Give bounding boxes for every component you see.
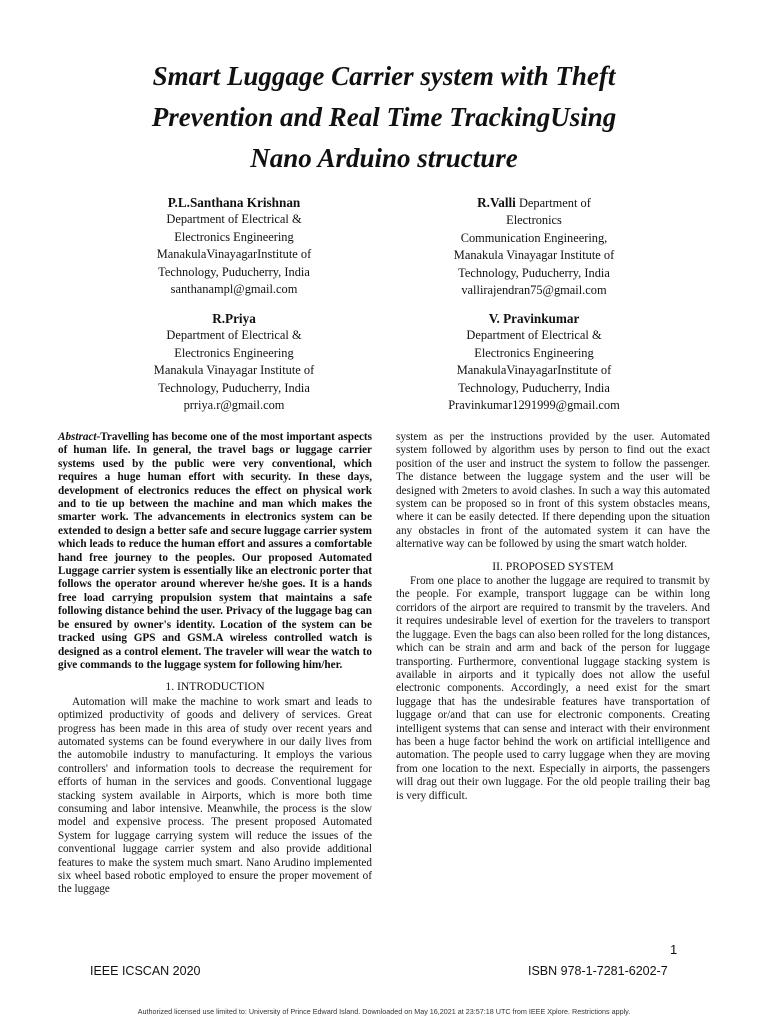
left-column: [58, 431, 372, 897]
abstract-text: Travelling has become one of the most important aspects of human life. In general, the travel bags or luggage carrier systems used by the public were very conventional, which requires a huge human effort with security. In these days, development of electronics reduces the effect on physical work and to tie up between the machine and man which makes the smarter work. The advancements in electronics system can be extended to design a better safe and secure luggage carrier system which leads to reduce the human effort and assures a comfortable hand free journey to the peoples. Our proposed Automated Luggage carrier system is essentially like an electronic porter that follows the operator around wherever he/she goes. It is a hands free load carrying propulsion system that maintains a safe following distance behind the user. Privacy of the luggage bag can be ensured by owner's identity. Location of the system can be tracked using GPS and GSM.A wireless controlled watch is designed as a control element. The traveler will wear the watch to give commands to the luggage system for following him/her.: [58, 431, 372, 671]
author-line: ManakulaVinayagarInstitute of: [456, 363, 612, 378]
author-email: vallirajendran75@gmail.com: [461, 283, 607, 298]
author-email: Pravinkumar1291999@gmail.com: [448, 398, 620, 413]
introduction-text: Automation will make the machine to work smart and leads to optimized productivity of goods and delivery of services. Great progress has been made in this area of study over recent years and automated systems can be found everywhere in our daily lives from the automobile industry to manufacturing. It employs the various controllers' and information tools to decrease the requirement for efforts of human in the services and goods. Conventional luggage stacking system available in Airports, which is more both time consuming and labor intensive. Meanwhile, the process is the slow model and expensive process. The present proposed Automated System for luggage carrying system will reduce the issues of the conventional luggage carrier system and also provide additional features to make the system much smart. Nano Arudino implemented six wheel based robotic employed to ensure the proper movement of the luggage: [58, 695, 372, 896]
author-block-3: [104, 310, 364, 414]
author-line: Electronics Engineering: [174, 345, 294, 360]
author-email: santhanampl@gmail.com: [170, 282, 298, 297]
author-line: Department of Electrical &: [166, 212, 302, 227]
author-line: Manakula Vinayagar Institute of: [453, 248, 615, 263]
author-name: R.Valli: [477, 195, 516, 210]
author-line: Technology, Puducherry, India: [458, 380, 610, 395]
author-line: Technology, Puducherry, India: [158, 380, 310, 395]
author-line: Technology, Puducherry, India: [158, 264, 310, 279]
page-number: 1: [670, 942, 678, 957]
author-name: P.L.Santhana Krishnan: [167, 195, 301, 210]
author-line: ManakulaVinayagarInstitute of: [156, 247, 312, 262]
title-line-3: Nano Arduino structure: [250, 143, 518, 173]
author-name: V. Pravinkumar: [488, 311, 580, 326]
author-name: R.Priya: [212, 311, 256, 326]
proposed-system-heading: II. PROPOSED SYSTEM: [492, 559, 614, 573]
introduction-heading: 1. INTRODUCTION: [165, 680, 265, 694]
abstract: [58, 431, 372, 672]
author-block-2: [404, 194, 664, 299]
author-line: Department of Electrical &: [466, 328, 602, 343]
right-column: [396, 431, 710, 803]
author-name-suffix: Department of: [515, 196, 591, 210]
title-line-1: Smart Luggage Carrier system with Theft: [152, 61, 616, 91]
proposed-system-text: From one place to another the luggage are required to transmit by the people. For example, transport luggage can be within long corridors of the airport are required to transmit by the travelers. And it requires undesirable level of exertion for the travelers to transport the luggage. Even the bags can also been rolled for the long distances, which can be strain and arm and back of the person for luggage transporting. Furthermore, conventional luggage stacking system is available in airports and it typically does not allow the useful electronic components. Accordingly, a need exist for the smart luggage that has the undesirable features have transportation of luggage or/and that can use for electronic components. Creating intelligent systems that can sense and interact with their environment has been a huge factor behind the work on artificial intelligence and automation. The people used to carry luggage when they are moving from one location to the next. Especially in airports, the passengers will drag out their own luggage. For the old people trailing their bag is very difficult.: [396, 575, 710, 802]
isbn-footer: ISBN 978-1-7281-6202-7: [528, 964, 668, 978]
license-notice: Authorized licensed use limited to: University of Prince Edward Island. Downloaded on May 16,2021 at 23:57:18 UTC from IEEE Xplore. Restrictions apply.: [137, 1007, 631, 1016]
system-paragraph: system as per the instructions provided by the user. Automated system followed by algorithm uses by person to find out the exact position of the user and instruct the system to follow the passenger. The distance between the luggage system and the user will be designed with 2meters to avoid clashes. In such a way this automated system can be proposed so in front of this system obstacles means, where it can be easily detected. If there depending upon the situation any obstacles in front of the automated system it can have the alternative way can be followed by using the smart watch holder.: [396, 431, 710, 551]
author-line: Technology, Puducherry, India: [458, 265, 610, 280]
paper-title: [60, 56, 708, 179]
author-line: Electronics Engineering: [174, 229, 294, 244]
abstract-label: Abstract-: [58, 431, 101, 443]
author-line: Department of Electrical &: [166, 328, 302, 343]
author-line: Manakula Vinayagar Institute of: [153, 363, 315, 378]
author-line: Communication Engineering,: [460, 230, 608, 245]
author-line: Electronics: [506, 213, 562, 228]
author-email: prriya.r@gmail.com: [183, 398, 285, 413]
title-line-2: Prevention and Real Time TrackingUsing: [151, 102, 617, 132]
conference-footer: IEEE ICSCAN 2020: [90, 964, 201, 978]
author-block-4: [404, 310, 664, 414]
author-line: Electronics Engineering: [474, 345, 594, 360]
author-block-1: [104, 194, 364, 298]
